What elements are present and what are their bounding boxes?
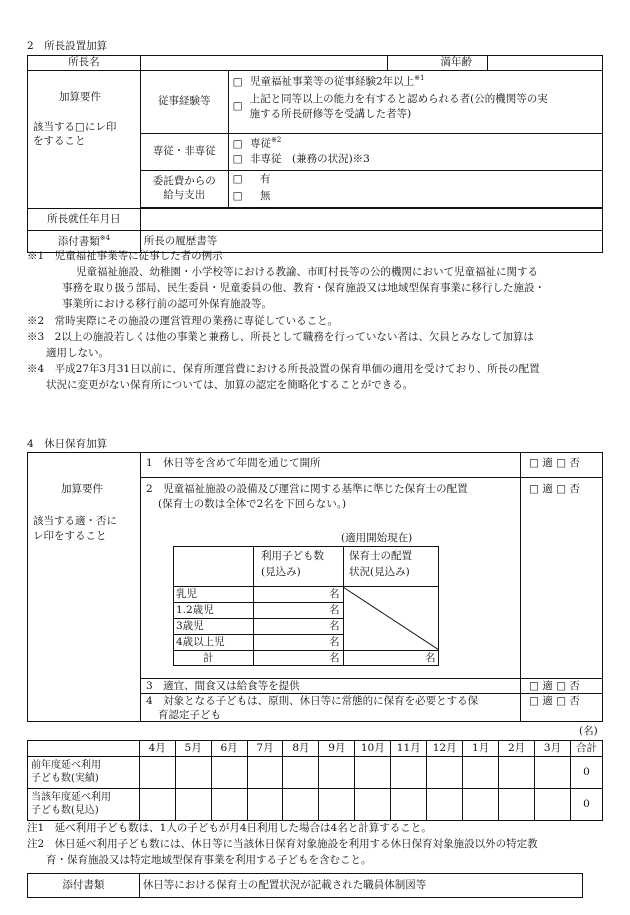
month-header: 7月 (247, 741, 283, 757)
note-1-line-2: 事務を取り扱う部局、民生委員・児童委員の他、教育・保育施設又は地域型保育事業に移行した施設・ (62, 282, 545, 294)
salary-yes-text: 有 (259, 173, 271, 185)
holiday-item-1: 1 休日等を含めて年間を通じて開所 (146, 457, 321, 469)
month-header: 1月 (463, 741, 499, 757)
prev-year-cell[interactable] (139, 757, 175, 789)
requirement-label: 加算要件 (59, 90, 101, 103)
age-field[interactable] (488, 56, 603, 71)
note-1-line-3: 事業所における移行前の認可外保育施設等。 (62, 298, 272, 310)
exp-opt1-sup: ※1 (414, 74, 425, 82)
unit-total: 名 (329, 652, 340, 664)
director-table (27, 55, 603, 253)
row-total: 計 (203, 652, 214, 664)
holiday-req-note-2: レ印をすること (33, 530, 107, 542)
holiday-note-1: 注1 延べ利用子ども数は、1人の子どもが月4日利用した場合は4名と計算すること。 (27, 822, 432, 834)
fulltime-text: 専従 (249, 137, 271, 150)
item4-no-checkbox[interactable] (556, 695, 566, 707)
salary-yes-checkbox[interactable] (233, 173, 247, 187)
prev-year-label-1: 前年度延べ利用 (31, 760, 101, 771)
requirement-note-1: 該当する□にレ印 (33, 120, 117, 133)
exp-opt2-checkbox[interactable] (233, 100, 247, 114)
month-header: 9月 (319, 741, 355, 757)
item4-yes-label: 適 (542, 695, 553, 707)
prev-year-cell[interactable] (391, 757, 427, 789)
fulltime-checkbox[interactable] (233, 138, 247, 152)
current-year-cell[interactable] (427, 789, 463, 821)
current-year-label (28, 789, 140, 821)
item2-yes-checkbox[interactable] (529, 483, 539, 495)
prev-year-cell[interactable] (427, 757, 463, 789)
prev-year-label (28, 757, 140, 789)
row-age4plus: 4歳以上児 (176, 636, 225, 648)
experience-options (228, 71, 602, 134)
salary-label-1: 委託費からの (152, 175, 216, 188)
month-header: 12月 (427, 741, 463, 757)
holiday-attachment-label: 添付書類 (28, 874, 140, 898)
fulltime-label: 専従・非専従 (140, 134, 228, 171)
month-header: 6月 (211, 741, 247, 757)
current-year-cell[interactable] (283, 789, 319, 821)
experience-label: 従事経験等 (140, 71, 228, 134)
appointment-date-label: 所長就任年月日 (28, 209, 141, 231)
month-header: 10月 (355, 741, 391, 757)
section2-title: 2 所長設置加算 (27, 40, 108, 52)
prev-year-cell[interactable] (175, 757, 211, 789)
prev-year-cell[interactable] (355, 757, 391, 789)
inner-head-count-2: (見込み) (261, 566, 301, 578)
current-year-cell[interactable] (139, 789, 175, 821)
exp-opt1-checkbox[interactable] (233, 76, 247, 90)
parttime-checkbox[interactable] (233, 153, 247, 167)
prev-year-label-2: 子ども数(実績) (31, 772, 99, 784)
prev-year-cell[interactable] (463, 757, 499, 789)
salary-label (140, 171, 228, 208)
holiday-note-2-line-1: 注2 休日延べ利用子ども数には、休日等に当該休日保育対象施設を利用する休日保育対象施設以外の特定教 (27, 838, 538, 850)
salary-label-2: 給与支出 (163, 189, 206, 201)
current-year-total: 0 (570, 789, 602, 821)
item3-answer (529, 680, 580, 694)
unit-paren: (名) (579, 725, 598, 737)
item2-no-checkbox[interactable] (556, 483, 566, 495)
diagonal-slash (343, 587, 439, 650)
note-3-line-1: ※3 2以上の施設若しくは他の事業と兼務し、所長として職務を行っていない者は、欠員とみなして加算は (27, 331, 534, 343)
month-header: 3月 (535, 741, 571, 757)
note-2: ※2 常時実際にその施設の運営管理の業務に専従していること。 (27, 315, 339, 327)
item3-yes-checkbox[interactable] (529, 680, 539, 692)
current-year-cell[interactable] (391, 789, 427, 821)
item1-answer (529, 457, 580, 471)
item1-no-checkbox[interactable] (556, 457, 566, 469)
prev-year-cell[interactable] (247, 757, 283, 789)
staffing-inner-table (173, 546, 439, 666)
holiday-item-3: 3 適宜、間食又は給食等を提供 (146, 680, 300, 692)
attachment-label: 添付書類 (57, 235, 100, 248)
exp-opt2-text-2: 施する所長研修等を受講した者等) (249, 108, 412, 120)
current-year-cell[interactable] (499, 789, 535, 821)
holiday-item-4-line-2: 育認定子ども (158, 709, 221, 721)
current-year-cell[interactable] (175, 789, 211, 821)
note-3-line-2: 適用しない。 (46, 347, 109, 359)
unit-staff-total: 名 (425, 652, 436, 664)
holiday-attachment-value: 休日等における保育士の配置状況が記載された職員体制図等 (139, 874, 582, 898)
prev-year-cell[interactable] (319, 757, 355, 789)
monthly-usage-table (27, 740, 603, 821)
current-year-cell[interactable] (463, 789, 499, 821)
inner-head-staff-2: 状況(見込み) (349, 566, 410, 578)
item2-yes-label: 適 (542, 483, 553, 495)
requirement-cell (28, 71, 141, 209)
holiday-attachment-table (27, 873, 583, 898)
month-header: 合計 (570, 741, 602, 757)
salary-no-checkbox[interactable] (233, 190, 247, 204)
holiday-item-2-line-2: (保育士の数は全体で2名を下回らない。) (158, 498, 347, 510)
fulltime-sup: ※2 (270, 136, 282, 144)
item3-yes-label: 適 (542, 680, 553, 692)
age-label: 満年齢 (388, 56, 488, 71)
unit-age3: 名 (329, 620, 340, 632)
prev-year-row (28, 757, 603, 789)
item4-yes-checkbox[interactable] (529, 695, 539, 707)
unit-age4plus: 名 (329, 636, 340, 648)
current-year-label-1: 当該年度延べ利用 (31, 792, 111, 803)
current-year-cell[interactable] (211, 789, 247, 821)
note-4-line-2: 状況に変更がない保育所については、加算の認定を簡略化することができる。 (46, 379, 414, 391)
row-age12: 1.2歳児 (176, 604, 214, 616)
holiday-item-2-line-1: 2 児童福祉施設の設備及び運営に関する基準に準じた保育士の配置 (146, 483, 468, 495)
prev-year-cell[interactable] (535, 757, 571, 789)
prev-year-cell[interactable] (283, 757, 319, 789)
item4-answer (529, 695, 580, 709)
note-4-line-1: ※4 平成27年3月31日以前に、保育所運営費における所長設置の保育単価の適用を受けており、所長の配置 (27, 363, 540, 375)
current-year-row (28, 789, 603, 821)
item4-no-label: 否 (569, 695, 580, 707)
holiday-req-label: 加算要件 (61, 483, 103, 495)
row-age3: 3歳児 (176, 620, 204, 632)
salary-options (228, 171, 602, 208)
current-year-cell[interactable] (355, 789, 391, 821)
holiday-req-note-1: 該当する適・否に (33, 515, 117, 527)
fulltime-options (228, 134, 602, 171)
month-header: 4月 (139, 741, 175, 757)
note-1-title: ※1 児童福祉事業等に従事した者の例示 (27, 250, 223, 262)
director-name-field[interactable] (140, 56, 388, 71)
prev-year-total: 0 (570, 757, 602, 789)
prev-year-cell[interactable] (211, 757, 247, 789)
salary-no-text: 無 (259, 190, 271, 202)
attachment-sup: ※4 (99, 233, 111, 242)
director-name-label: 所長名 (28, 56, 141, 71)
prev-year-cell[interactable] (499, 757, 535, 789)
item1-yes-checkbox[interactable] (529, 457, 539, 469)
current-year-label-2: 子ども数(見込) (31, 804, 99, 816)
row-infant: 乳児 (176, 588, 197, 600)
month-header-row (28, 741, 603, 757)
month-header-blank (28, 741, 140, 757)
month-header: 8月 (283, 741, 319, 757)
exp-opt2-text-1: 上記と同等以上の能力を有すると認められる者(公的機関等の実 (249, 93, 548, 105)
item1-no-label: 否 (569, 457, 580, 469)
holiday-note-2-line-2: 育・保育施設又は特定地域型保育事業を利用する子どもを含むこと。 (46, 854, 372, 866)
attachment-value: 所長の履歴書等 (140, 231, 602, 253)
item3-no-label: 否 (569, 680, 580, 692)
requirement-note-2: をすること (33, 134, 86, 147)
item2-answer (529, 483, 580, 497)
applied-note: (適用開始現在) (341, 532, 413, 544)
parttime-text: 非専従 (兼務の状況)※3 (249, 153, 370, 165)
item3-no-checkbox[interactable] (556, 680, 566, 692)
unit-age12: 名 (329, 604, 340, 616)
note-1-line-1: 児童福祉施設、幼稚園・小学校等における教諭、市町村長等の公的機関において児童福祉に関する (76, 266, 538, 278)
month-header: 5月 (175, 741, 211, 757)
current-year-cell[interactable] (319, 789, 355, 821)
current-year-cell[interactable] (247, 789, 283, 821)
appointment-date-field[interactable] (140, 209, 602, 231)
unit-infant: 名 (329, 588, 340, 600)
section4-title: 4 休日保育加算 (27, 438, 108, 450)
item1-yes-label: 適 (542, 457, 553, 469)
month-header: 11月 (391, 741, 427, 757)
current-year-cell[interactable] (535, 789, 571, 821)
inner-head-staff-1: 保育士の配置 (349, 550, 412, 562)
holiday-item-4-line-1: 4 対象となる子どもは、原則、休日等に常態的に保育を必要とする保 (146, 695, 479, 707)
inner-head-count-1: 利用子ども数 (261, 550, 324, 562)
item2-no-label: 否 (569, 483, 580, 495)
exp-opt1-text: 児童福祉事業等の従事経験2年以上 (249, 75, 415, 88)
month-header: 2月 (499, 741, 535, 757)
